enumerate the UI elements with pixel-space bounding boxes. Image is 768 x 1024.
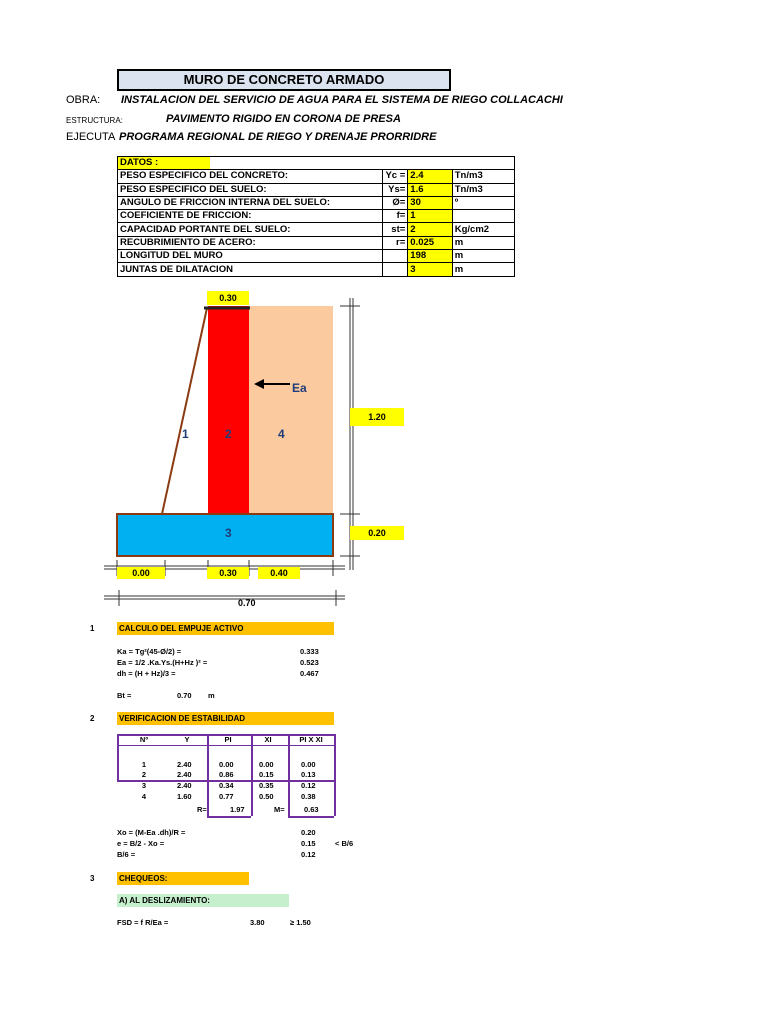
- e-value: 0.15: [301, 839, 316, 848]
- zone-1-edge: [162, 308, 207, 514]
- dim-right-label: 0.40: [258, 567, 300, 579]
- dim-total-label: 0.70: [238, 598, 256, 608]
- datos-unit: Tn/m3: [452, 170, 514, 183]
- datos-unit: Kg/cm2: [452, 223, 514, 236]
- zone-4-soil: [249, 306, 333, 514]
- stability-cell: 2.40: [177, 781, 192, 790]
- datos-label: COEFICIENTE DE FRICCION:: [118, 210, 383, 223]
- bt-unit: m: [208, 691, 215, 700]
- datos-symbol: r=: [383, 236, 408, 249]
- datos-label: PESO ESPECIFICO DEL SUELO:: [118, 183, 383, 196]
- datos-symbol: st=: [383, 223, 408, 236]
- datos-unit: Tn/m3: [452, 183, 514, 196]
- stability-cell: 0.77: [219, 792, 234, 801]
- zone-4-label: 4: [278, 427, 285, 441]
- stability-cell: 0.35: [259, 781, 274, 790]
- b6-formula: B/6 =: [117, 850, 136, 859]
- obra-label: OBRA:: [66, 94, 101, 106]
- height-label: 1.20: [350, 408, 404, 426]
- datos-unit: m: [452, 250, 514, 263]
- obra-value: INSTALACION DEL SERVICIO DE AGUA PARA EL SISTEMA DE RIEGO COLLACACHI: [121, 94, 563, 106]
- datos-symbol: [383, 263, 408, 276]
- bt-value: 0.70: [177, 691, 192, 700]
- fsd-formula: FSD = f R/Ea =: [117, 918, 169, 927]
- datos-row: [118, 263, 515, 276]
- zone-3-label: 3: [225, 526, 232, 540]
- fsd-value: 3.80: [250, 918, 265, 927]
- datos-label: PESO ESPECIFICO DEL CONCRETO:: [118, 170, 383, 183]
- stability-cell: 0.15: [259, 770, 274, 779]
- datos-label: JUNTAS DE DILATACION: [118, 263, 383, 276]
- m-value: 0.63: [304, 805, 319, 814]
- datos-value: 3: [408, 263, 452, 276]
- top-width-label: 0.30: [207, 291, 249, 305]
- datos-heading: DATOS :: [118, 157, 210, 169]
- datos-symbol: Ys=: [383, 183, 408, 196]
- stability-cell: 0.13: [301, 770, 316, 779]
- ejecuta-label: EJECUTA: [66, 131, 116, 143]
- datos-value: 2.4: [408, 170, 452, 183]
- e-note: < B/6: [335, 839, 354, 848]
- datos-row: [118, 250, 515, 263]
- stability-header: Y: [184, 735, 190, 744]
- ka-formula: Ka = Tg²(45-Ø/2) =: [117, 647, 182, 656]
- datos-value: 2: [408, 223, 452, 236]
- ejecuta-value: PROGRAMA REGIONAL DE RIEGO Y DRENAJE PRORRIDRE: [119, 131, 437, 143]
- xo-formula: Xo = (M-Ea .dh)/R =: [117, 828, 186, 837]
- datos-symbol: f=: [383, 210, 408, 223]
- stability-cell: 0.38: [301, 792, 316, 801]
- datos-value: 30: [408, 196, 452, 209]
- datos-label: CAPACIDAD PORTANTE DEL SUELO:: [118, 223, 383, 236]
- datos-row: [118, 196, 515, 209]
- datos-row: [118, 183, 515, 196]
- ea-label: Ea: [292, 381, 307, 395]
- datos-row: [118, 170, 515, 183]
- datos-label: LONGITUD DEL MURO: [118, 250, 383, 263]
- r-label: R=: [197, 805, 207, 814]
- section-2-title: VERIFICACION DE ESTABILIDAD: [117, 712, 334, 725]
- stability-cell: 3: [141, 781, 147, 790]
- datos-label: ANGULO DE FRICCION INTERNA DEL SUELO:: [118, 196, 383, 209]
- estructura-value: PAVIMENTO RIGIDO EN CORONA DE PRESA: [166, 113, 401, 125]
- datos-symbol: Ø=: [383, 196, 408, 209]
- datos-row: [118, 210, 515, 223]
- stability-cell: 1: [141, 760, 147, 769]
- zone-2-label: 2: [225, 427, 232, 441]
- stability-cell: 2.40: [177, 770, 192, 779]
- datos-value: 0.025: [408, 236, 452, 249]
- datos-value: 198: [408, 250, 452, 263]
- xo-value: 0.20: [301, 828, 316, 837]
- footing-height-label: 0.20: [350, 526, 404, 540]
- e-formula: e = B/2 - Xo =: [117, 839, 165, 848]
- ea-value: 0.523: [300, 658, 319, 667]
- datos-row: [118, 236, 515, 249]
- datos-value: 1: [408, 210, 452, 223]
- datos-unit: º: [452, 196, 514, 209]
- datos-symbol: [383, 250, 408, 263]
- datos-row: [118, 223, 515, 236]
- ka-value: 0.333: [300, 647, 319, 656]
- dim-mid-label: 0.30: [207, 567, 249, 579]
- zone-2-stem: [208, 306, 249, 514]
- dh-value: 0.467: [300, 669, 319, 678]
- ea-formula: Ea = 1/2 .Ka.Ys.(H+Hz )² =: [117, 658, 208, 667]
- zone-1-label: 1: [182, 427, 189, 441]
- fsd-condition: ≥ 1.50: [290, 918, 311, 927]
- m-label: M=: [274, 805, 285, 814]
- deslizamiento-title: A) AL DESLIZAMIENTO:: [117, 894, 289, 907]
- stability-header-rule: [117, 745, 334, 746]
- dh-formula: dh = (H + Hz)/3 =: [117, 669, 176, 678]
- datos-unit: m: [452, 263, 514, 276]
- stability-cell: 0.86: [219, 770, 234, 779]
- stability-header: PI X XI: [299, 735, 323, 744]
- stability-cell: 2: [141, 770, 147, 779]
- section-1-title: CALCULO DEL EMPUJE ACTIVO: [117, 622, 334, 635]
- stability-header: PI: [224, 735, 232, 744]
- r-value: 1.97: [230, 805, 245, 814]
- b6-value: 0.12: [301, 850, 316, 859]
- datos-value: 1.6: [408, 183, 452, 196]
- page-title: MURO DE CONCRETO ARMADO: [117, 69, 451, 91]
- stability-cell: 0.00: [301, 760, 316, 769]
- datos-symbol: Yc =: [383, 170, 408, 183]
- stability-cell: 0.50: [259, 792, 274, 801]
- wall-diagram: [0, 280, 768, 610]
- datos-label: RECUBRIMIENTO DE ACERO:: [118, 236, 383, 249]
- stability-header: XI: [264, 735, 272, 744]
- section-3-number: 3: [90, 874, 95, 883]
- dim-left-label: 0.00: [117, 567, 165, 579]
- stability-cell: 0.12: [301, 781, 316, 790]
- datos-heading-row: [118, 157, 515, 170]
- datos-table: [117, 156, 515, 277]
- estructura-label: ESTRUCTURA:: [66, 116, 123, 125]
- stability-cell: 4: [141, 792, 147, 801]
- stability-cell: 1.60: [177, 792, 192, 801]
- section-2-number: 2: [90, 714, 95, 723]
- section-3-title: CHEQUEOS:: [117, 872, 249, 885]
- stability-cell: 2.40: [177, 760, 192, 769]
- datos-unit: [452, 210, 514, 223]
- stability-cell: 0.00: [259, 760, 274, 769]
- section-1-number: 1: [90, 624, 95, 633]
- stability-cell: 0.00: [219, 760, 234, 769]
- bt-label: Bt =: [117, 691, 132, 700]
- stability-header: Nº: [139, 735, 149, 744]
- datos-unit: m: [452, 236, 514, 249]
- stability-cell: 0.34: [219, 781, 234, 790]
